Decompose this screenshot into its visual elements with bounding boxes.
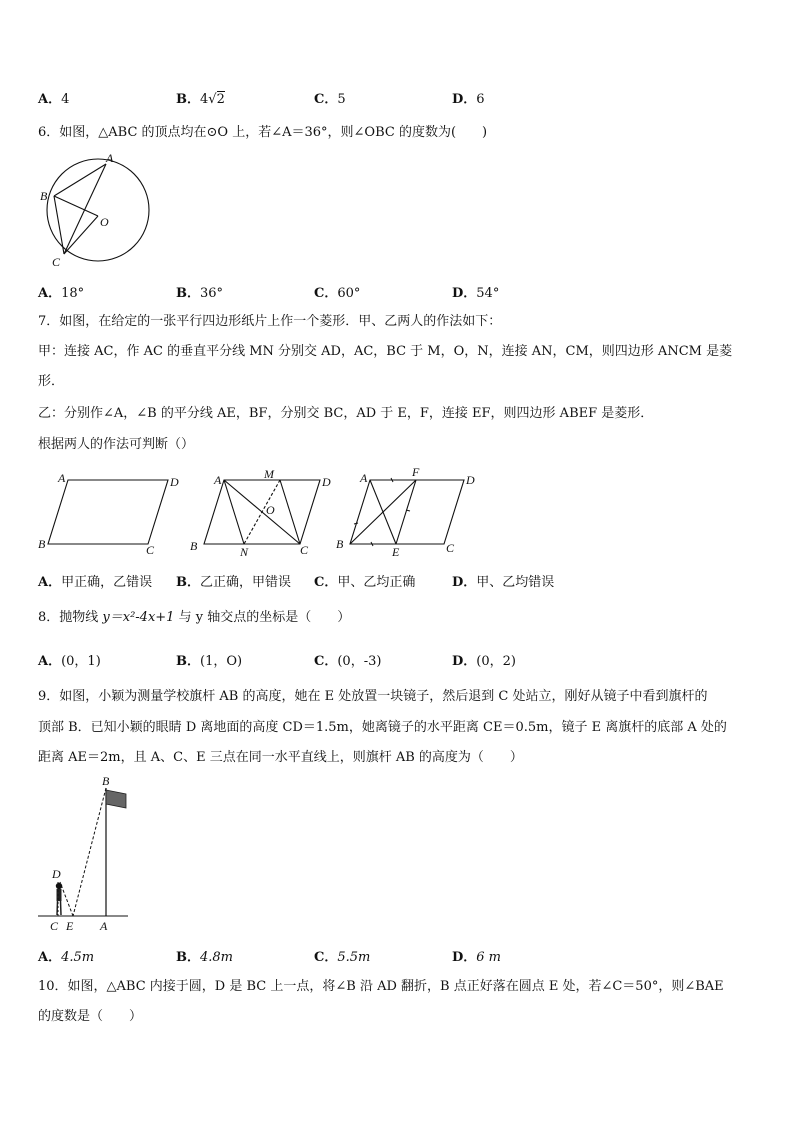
label-a: A [100, 919, 108, 933]
q5-option-d: D．6 [452, 92, 485, 107]
q9-option-c: C．5.5m [314, 950, 371, 965]
person-icon [56, 883, 62, 915]
q9-line1: 9．如图，小颖为测量学校旗杆 AB 的高度，她在 E 处放置一块镜子，然后退到 C 处站立，刚好从镜子中看到旗杆的 [38, 689, 708, 704]
q9-line2: 顶部 B．已知小颖的眼睛 D 离地面的高度 CD＝1.5m，她离镜子的水平距离 CE＝0.5m，镜子 E 离旗杆的底部 A 处的 [38, 720, 727, 735]
q9-option-b: B．4.8m [176, 950, 234, 965]
q9-option-d: D．6 m [452, 950, 502, 965]
label-a: A [360, 471, 368, 485]
label-b: B [336, 537, 344, 551]
segment-bc [54, 196, 64, 254]
q9-option-a: A．4.5m [38, 950, 95, 965]
q8-option-a: A．(0，1) [38, 654, 101, 669]
q6-figure [36, 150, 156, 272]
q7-option-c: C．甲、乙均正确 [314, 575, 416, 590]
q6-stem: 6．如图，△ABC 的顶点均在⊙O 上，若∠A＝36°，则∠OBC 的度数为( ) [38, 125, 488, 140]
label-d: D [322, 475, 331, 489]
label-a: A [106, 151, 114, 165]
q6-option-c: C．60° [314, 286, 361, 301]
q5-option-c: C．5 [314, 92, 346, 107]
q6-option-a: A．18° [38, 286, 85, 301]
reflected-ray-be [73, 788, 106, 916]
q8-formula: y＝x²-4x+1 [102, 610, 175, 625]
q8-option-c: C．(0，-3) [314, 654, 382, 669]
radical-sign: √ [208, 92, 217, 107]
label-m: M [264, 467, 274, 481]
q7-stem: 7．如图，在给定的一张平行四边形纸片上作一个菱形．甲、乙两人的作法如下： [38, 314, 502, 329]
label-d: D [466, 473, 475, 487]
q7-yi-line: 乙：分别作∠A，∠B 的平分线 AE，BF，分别交 BC，AD 于 E，F，连接 EF，则四边形 ABEF 是菱形． [38, 406, 654, 421]
q7-figure-2 [186, 466, 336, 556]
q7-option-a: A．甲正确，乙错误 [38, 575, 153, 590]
q7-judge-line: 根据两人的作法可判断（） [38, 437, 195, 452]
q9-figure [34, 774, 134, 934]
label-e: E [392, 545, 400, 556]
q6-option-d: D．54° [452, 286, 500, 301]
label-c: C [146, 543, 155, 556]
label-d: D [170, 475, 179, 489]
q9-line3: 距离 AE＝2m，且 A、C、E 三点在同一水平直线上，则旗杆 AB 的高度为（ ） [38, 750, 523, 765]
q7-jia-line1: 甲：连接 AC，作 AC 的垂直平分线 MN 分别交 AD，AC，BC 于 M，O，N，连接 AN，CM，则四边形 ANCM 是菱 [38, 344, 733, 359]
q10-line2: 的度数是（ ） [38, 1009, 143, 1024]
label-a: A [214, 473, 222, 487]
parallelogram-abcd [48, 480, 168, 544]
tick-mark [354, 523, 358, 524]
q7-jia-line2: 形． [38, 374, 65, 389]
segment-bo [54, 196, 98, 216]
parallelogram-abcd [350, 480, 464, 544]
label-d: D [52, 867, 61, 881]
label-o: O [100, 215, 109, 229]
label-c: C [52, 255, 61, 269]
q8-stem: 8．抛物线 y＝x²-4x+1 与 y 轴交点的坐标是（ ） [38, 610, 351, 625]
label-o: O [266, 503, 275, 517]
label-b: B [40, 189, 48, 203]
label-c: C [50, 919, 59, 933]
label-c: C [300, 543, 309, 556]
q5-option-a: A．4 [38, 92, 70, 107]
segment-an [224, 480, 244, 544]
flag [106, 790, 126, 808]
label-a: A [58, 471, 66, 485]
label-c: C [446, 541, 455, 555]
segment-co [64, 216, 98, 254]
q7-figure-3 [334, 466, 484, 556]
label-e: E [66, 919, 74, 933]
q5-option-b: B．4√2 [176, 92, 225, 107]
label-b: B [190, 539, 198, 553]
q7-option-b: B．乙正确，甲错误 [176, 575, 292, 590]
q8-option-d: D．(0，2) [452, 654, 516, 669]
segment-cm [280, 480, 300, 544]
label-f: F [412, 466, 420, 479]
label-b: B [38, 537, 46, 551]
q6-option-b: B．36° [176, 286, 224, 301]
q10-line1: 10．如图，△ABC 内接于圆，D 是 BC 上一点，将∠B 沿 AD 翻折，B 点正好落在圆点 E 处，若∠C＝50°，则∠BAE [38, 979, 724, 994]
q7-figure-1 [36, 466, 186, 556]
label-b: B [102, 774, 110, 788]
label-n: N [240, 545, 249, 556]
q7-option-d: D．甲、乙均错误 [452, 575, 555, 590]
q8-option-b: B．(1，O) [176, 654, 243, 669]
